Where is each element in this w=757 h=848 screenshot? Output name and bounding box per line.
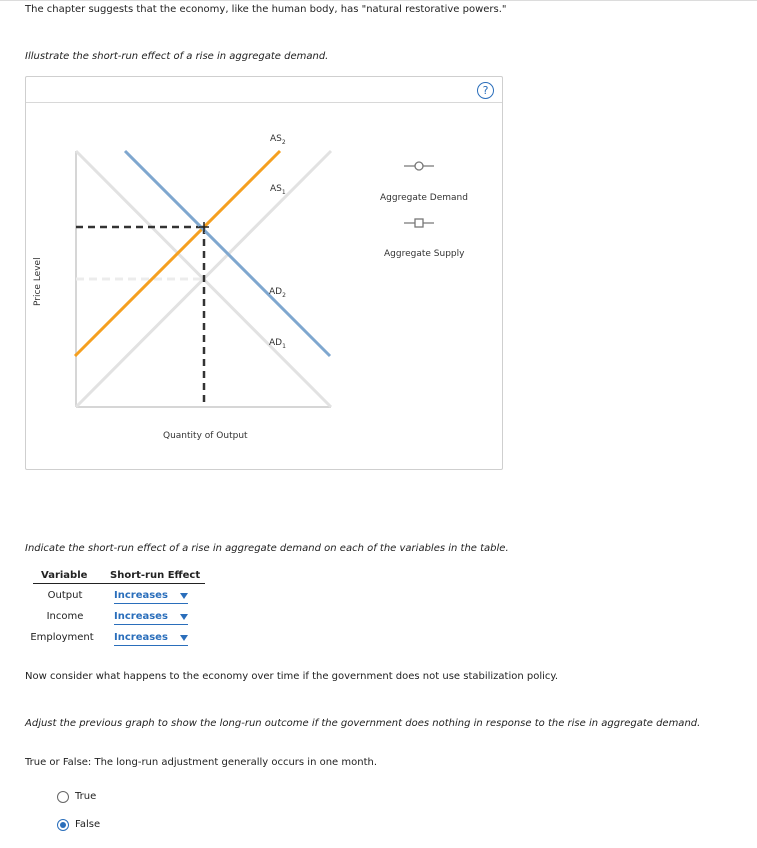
help-button[interactable]: ? bbox=[477, 82, 494, 99]
question-indicate: Indicate the short-run effect of a rise in aggregate demand on each of the variables in the table. bbox=[25, 543, 509, 554]
income-effect-dropdown[interactable]: Increases bbox=[114, 611, 188, 625]
dropdown-arrow-icon bbox=[180, 635, 188, 641]
dropdown-arrow-icon bbox=[180, 614, 188, 620]
radio-true[interactable] bbox=[57, 791, 69, 803]
legend-aggregate-demand-tool[interactable] bbox=[404, 162, 434, 170]
question-adjust: Adjust the previous graph to show the long-run outcome if the government does nothing in response to the rise in aggregate demand. bbox=[25, 718, 701, 729]
radio-false-label[interactable]: False bbox=[75, 819, 101, 830]
as1-label: $AS_1$ bbox=[270, 184, 286, 196]
legend-aggregate-supply-label: Aggregate Supply bbox=[384, 249, 465, 259]
intro-text: The chapter suggests that the economy, like the human body, has "natural restorative powers." bbox=[25, 4, 507, 15]
ad2-label: $AD_2$ bbox=[269, 287, 286, 299]
graph-canvas[interactable] bbox=[26, 77, 502, 469]
variable-header: Variable bbox=[41, 570, 88, 581]
employment-effect-dropdown[interactable]: Increases bbox=[114, 632, 188, 646]
header-rule bbox=[33, 583, 205, 584]
question-illustrate: Illustrate the short-run effect of a rise in aggregate demand. bbox=[25, 51, 329, 62]
square-handle-icon bbox=[415, 219, 423, 227]
effect-header: Short-run Effect bbox=[110, 570, 201, 581]
as2-label: $AS_2$ bbox=[270, 134, 286, 146]
graph-panel bbox=[25, 76, 503, 470]
table-row-variable: Income bbox=[46, 611, 84, 622]
question-consider: Now consider what happens to the economy over time if the government does not use stabilization policy. bbox=[25, 671, 559, 682]
dropdown-arrow-icon bbox=[180, 593, 188, 599]
x-axis-label: Quantity of Output bbox=[163, 431, 248, 441]
radio-true-label[interactable]: True bbox=[75, 791, 97, 802]
circle-handle-icon bbox=[415, 162, 423, 170]
ad1-label: $AD_1$ bbox=[269, 338, 286, 350]
y-axis-label: Price Level bbox=[33, 257, 43, 306]
legend-aggregate-demand-label: Aggregate Demand bbox=[380, 193, 468, 203]
top-border bbox=[0, 0, 757, 1]
table-row-variable: Employment bbox=[30, 632, 94, 643]
output-effect-dropdown[interactable]: Increases bbox=[114, 590, 188, 604]
radio-false[interactable] bbox=[57, 819, 69, 831]
legend-aggregate-supply-tool[interactable] bbox=[404, 219, 434, 227]
question-true-false: True or False: The long-run adjustment generally occurs in one month. bbox=[25, 757, 378, 768]
table-row-variable: Output bbox=[47, 590, 83, 601]
